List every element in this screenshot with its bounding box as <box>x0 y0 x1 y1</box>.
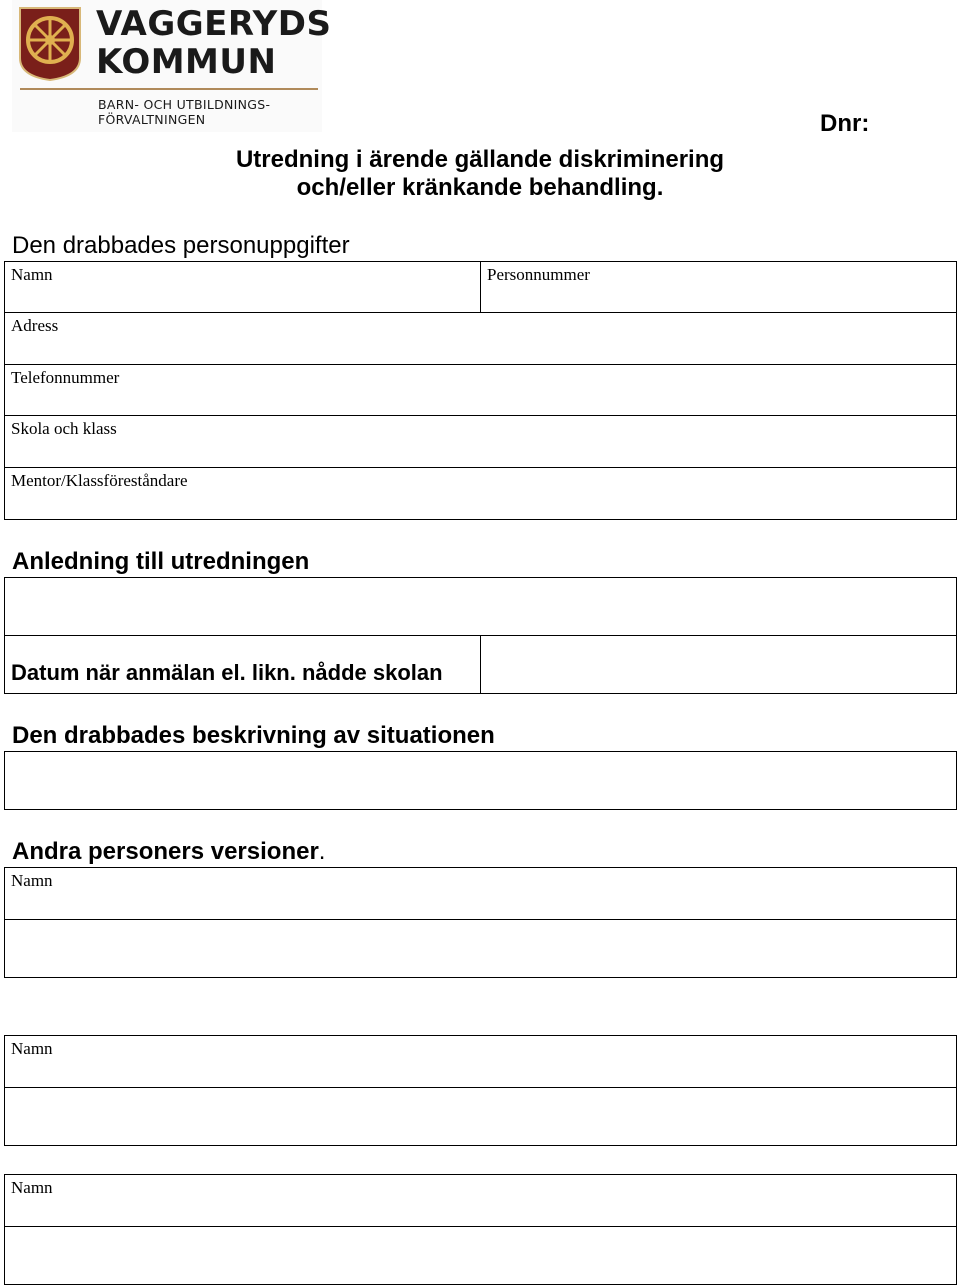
other-versions-heading-suffix: . <box>318 838 326 865</box>
logo-name-line1: VAGGERYDS <box>96 4 332 44</box>
personal-number-label: Personnummer <box>487 265 590 284</box>
phone-field[interactable] <box>4 364 957 416</box>
municipality-logo <box>12 0 332 132</box>
report-date-label: Datum när anmälan el. likn. nådde skolan <box>11 660 443 685</box>
wheel-crest-icon <box>18 6 82 82</box>
case-number-label: Dnr: <box>820 110 870 137</box>
witness-name-field-2[interactable] <box>4 1035 957 1088</box>
witness-name-label-1: Namn <box>11 871 53 890</box>
report-date-label-cell <box>4 635 481 694</box>
mentor-field[interactable] <box>4 467 957 520</box>
logo-name-line2: KOMMUN <box>96 42 277 82</box>
section-heading-reason: Anledning till utredningen <box>12 548 310 575</box>
logo-subtitle-line2: FÖRVALTNINGEN <box>98 112 206 127</box>
witness-name-label-3: Namn <box>11 1178 53 1197</box>
witness-statement-field-2[interactable] <box>4 1087 957 1146</box>
address-label: Adress <box>11 316 59 335</box>
logo-divider <box>20 88 318 90</box>
section-heading-personal-info: Den drabbades personuppgifter <box>12 232 350 259</box>
description-field[interactable] <box>4 751 957 810</box>
section-heading-other-versions <box>12 838 325 866</box>
witness-name-label-2: Namn <box>11 1039 53 1058</box>
name-field[interactable] <box>4 261 481 313</box>
witness-name-field-3[interactable] <box>4 1174 957 1227</box>
school-class-label: Skola och klass <box>11 419 117 438</box>
school-class-field[interactable] <box>4 415 957 468</box>
reason-field[interactable] <box>4 577 957 636</box>
page-title <box>120 146 840 202</box>
address-field[interactable] <box>4 312 957 365</box>
page-title-line2: och/eller kränkande behandling. <box>296 174 664 201</box>
personal-number-field[interactable] <box>480 261 957 313</box>
section-heading-description: Den drabbades beskrivning av situationen <box>12 722 495 749</box>
report-date-field[interactable] <box>480 635 957 694</box>
name-field-label: Namn <box>11 265 53 284</box>
witness-name-field-1[interactable] <box>4 867 957 920</box>
page-title-line1: Utredning i ärende gällande diskriminering <box>235 146 725 173</box>
other-versions-heading-text: Andra personers versioner <box>12 838 319 865</box>
phone-label: Telefonnummer <box>11 368 120 387</box>
logo-subtitle-line1: BARN- OCH UTBILDNINGS- <box>98 97 271 112</box>
witness-statement-field-1[interactable] <box>4 919 957 978</box>
witness-statement-field-3[interactable] <box>4 1226 957 1285</box>
mentor-label: Mentor/Klassföreståndare <box>11 471 188 490</box>
